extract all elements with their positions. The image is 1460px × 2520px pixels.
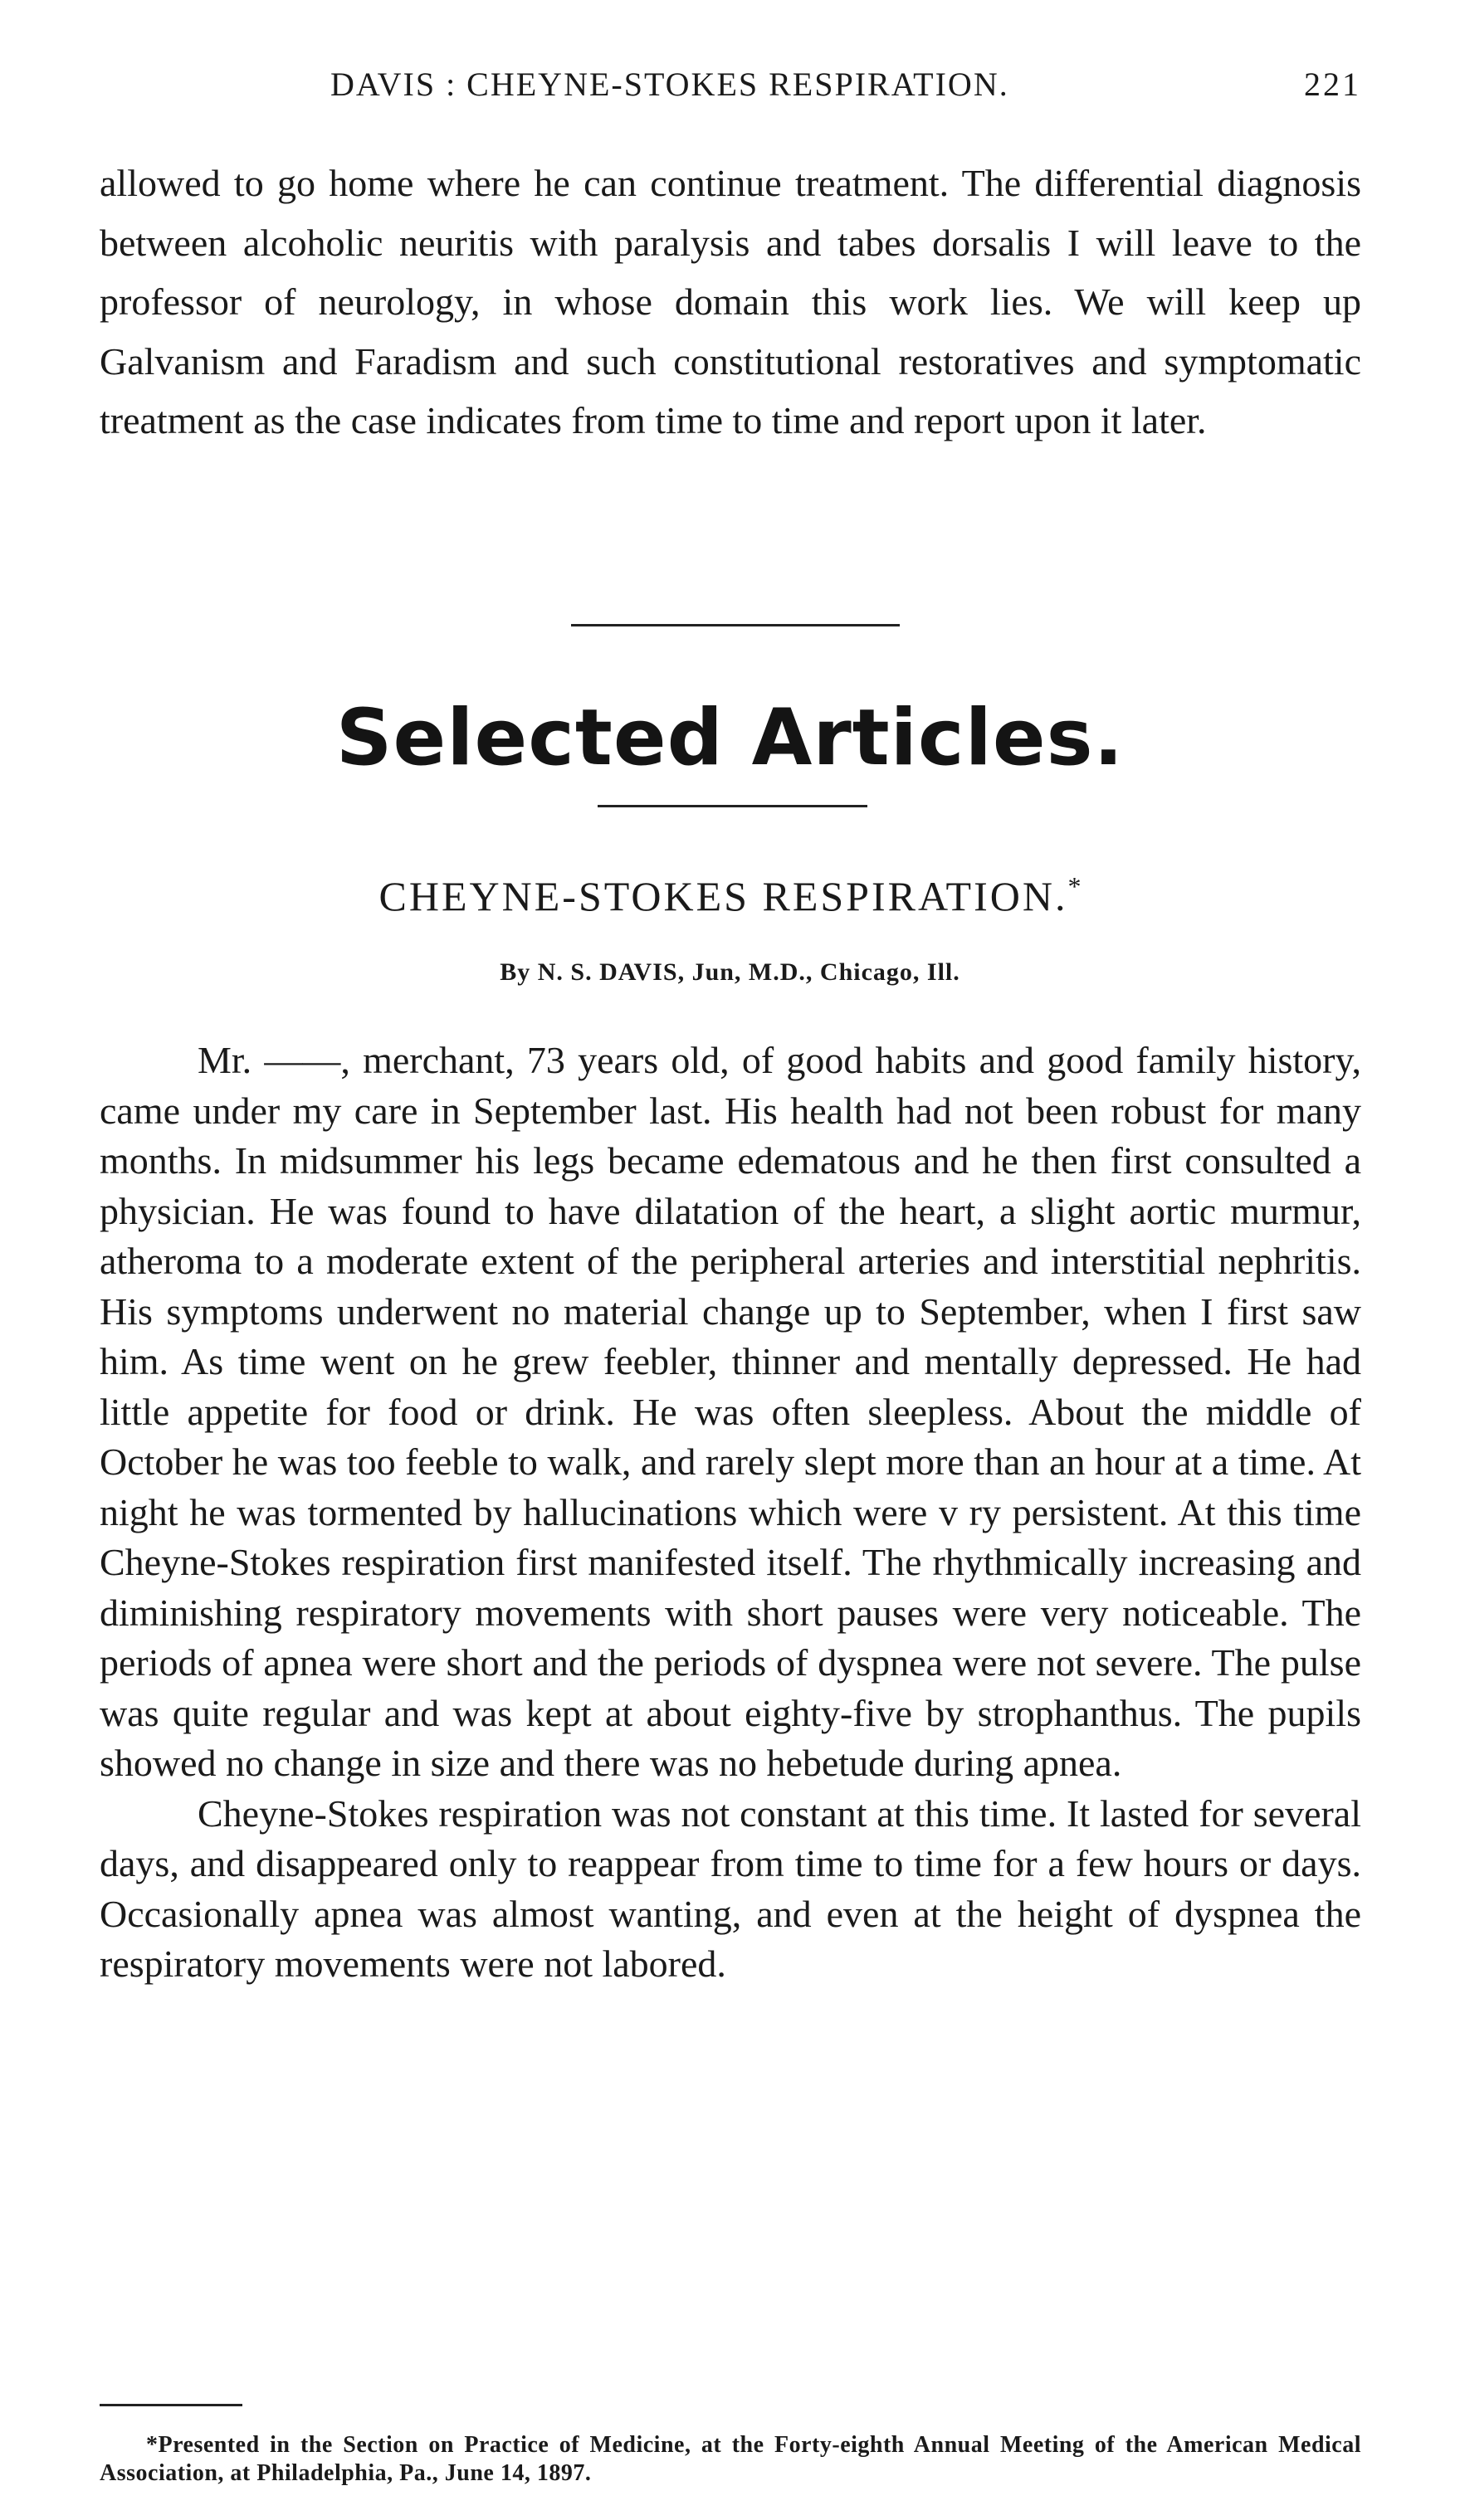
page-number: 221 (1304, 66, 1361, 103)
article-body (100, 1036, 1361, 1990)
footnote-marker: * (1067, 871, 1082, 901)
section-divider-bottom (598, 805, 867, 807)
section-divider-top (571, 624, 900, 626)
article-paragraph-2: Cheyne-Stokes respiration was not constant at this time. It lasted for several days, and disappeared only to reappear from time to time for a few hours or days. Occasionally apnea was almost wanting, and even at the height of dyspnea the respiratory movements were not labored. (100, 1791, 1361, 1985)
running-head (100, 65, 1361, 115)
article-title (0, 871, 1460, 920)
section-title: Selected Articles. (335, 693, 1125, 783)
article-paragraph-1: Mr. ——, merchant, 73 years old, of good habits and good family history, came under my care in September last. His health had not been robust for many months. In midsummer his legs became edematous and he then first consulted a physician. He was found to have dilatation of the heart, a slight aortic murmur, atheroma to a moderate extent of the peripheral arteries and interstitial nephritis. His symptoms underwent no material change up to September, when I first saw him. As time went on he grew feebler, thinner and mentally depressed. He had little appetite for food or drink. He was often sleepless. About the middle of October he was too feeble to walk, and rarely slept more than an hour at a time. At night he was tormented by hallucinations which were v ry persistent. At this time Cheyne-Stokes respiration first manifested itself. The rhythmically increasing and diminishing respiratory movements with short pauses were very noticeable. The periods of apnea were short and the periods of dyspnea were not severe. The pulse was quite regular and was kept at about eighty-five by strophanthus. The pupils showed no change in size and there was no hebetude during apnea. (100, 1039, 1361, 1784)
running-head-title: DAVIS : CHEYNE-STOKES RESPIRATION. (330, 66, 1009, 103)
continuation-block (100, 154, 1361, 451)
article-byline: By N. S. DAVIS, Jun, M.D., Chicago, Ill. (500, 958, 960, 986)
footnote (100, 2431, 1361, 2488)
footnote-divider (100, 2404, 242, 2406)
footnote-text: *Presented in the Section on Practice of Medicine, at the Forty-eighth Annual Meeting of the American Medical Association, at Philadelphia, Pa., June 14, 1897. (100, 2432, 1361, 2486)
continuation-paragraph: allowed to go home where he can continue treatment. The differential diagnosis between alcoholic neuritis with paralysis and tabes dorsalis I will leave to the professor of neurology, in whose domain this work lies. We will keep up Galvanism and Faradism and such constitutional restoratives and symptomatic treatment as the case indicates from time to time and report upon it later. (100, 162, 1361, 441)
article-title-text: CHEYNE-STOKES RESPIRATION. (378, 873, 1068, 919)
